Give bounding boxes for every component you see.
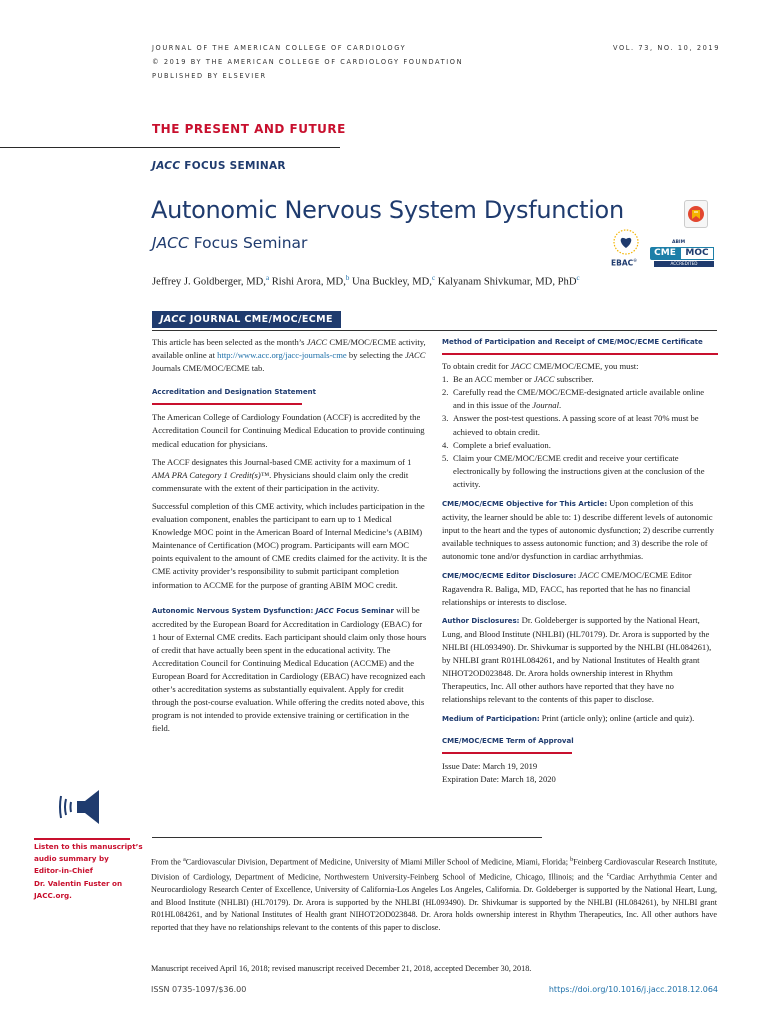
list-item: 1. Be an ACC member or JACC subscriber. <box>442 374 594 385</box>
author-affiliation-link[interactable]: b <box>345 274 350 282</box>
check-for-updates-icon[interactable] <box>684 200 708 228</box>
cme-label: CME <box>650 247 680 260</box>
method-steps <box>442 373 718 491</box>
paragraph: The ACCF designates this Journal-based CME activity for a maximum of 1 AMA PRA Category 1 Credit(s)™. Physicians should claim only the credit commensurate with the extent of their participation in the activity. <box>152 456 412 493</box>
issn: ISSN 0735-1097/$36.00 <box>151 985 247 994</box>
author-disclosures: Author Disclosures: Dr. Goldeberger is supported by the National Heart, Lung, and Blood Institute (NHLBI) (HL70179). Dr. Arora is supported by the NHLBI (HL093490). Dr. Shivkumar is supported by the NHLBI (HL084261), by NHLBI grant R01HL084261, and by National Institutes of Health grant NIHOT2OD023848. Dr. Arora holds ownership interest in Rhythm Therapeutics, Inc. All other authors have reported that they have no relationships relevant to the contents of this paper to disclose. <box>442 614 712 705</box>
seminar-label: JACC FOCUS SEMINAR <box>152 160 286 172</box>
term-heading: CME/MOC/ECME Term of Approval <box>442 736 574 745</box>
author-affiliation-link[interactable]: a <box>265 274 270 282</box>
ebac-badge <box>608 226 644 262</box>
author: Rishi Arora, MD, <box>271 276 346 288</box>
method-intro: To obtain credit for JACC CME/MOC/ECME, you must: <box>442 361 639 372</box>
moc-label: MOC <box>680 247 714 260</box>
list-item: 2. Carefully read the CME/MOC/ECME-designated article available online and in this issue of the Journal. <box>442 387 705 411</box>
list-item: 5. Claim your CME/MOC/ECME credit and receive your certificate electronically by following the instructions given at the conclusion of the activity. <box>442 452 705 489</box>
section-rule <box>0 147 340 148</box>
journal-name: JOURNAL OF THE AMERICAN COLLEGE OF CARDIOLOGY <box>152 44 407 52</box>
author-affiliation-link[interactable]: c <box>576 274 580 282</box>
copyright-line: © 2019 BY THE AMERICAN COLLEGE OF CARDIOLOGY FOUNDATION <box>152 58 464 66</box>
medium-paragraph: Medium of Participation: Print (article only); online (article and quiz). <box>442 713 695 724</box>
objective-paragraph: CME/MOC/ECME Objective for This Article: Upon completion of this activity, the learner should be able to: 1) describe different levels of autonomic input to the heart and the types of autonomic dysfunction; 2) describe currently available techniques to assess autonomic function; and 3) describe the role of autonomic tone and/or dysfunction in cardiac arrhythmias. <box>442 498 715 562</box>
footnote-rule <box>152 837 542 838</box>
author-affiliation-link[interactable]: c <box>431 274 436 282</box>
left-column <box>152 336 428 736</box>
paragraph: Autonomic Nervous System Dysfunction: JACC Focus Seminar will be accredited by the European Board for Accreditation in Cardiology (EBAC) for 1 hour of External CME credits. Each participant should claim only those hours of credit that have actually been spent in the educational activity. The Accreditation Council for Continuing Medical Education (ACCME) and the European Board for Accreditation in Cardiology (EBAC) have recognized each other’s accreditation systems as substantially equivalent. Apply for credit through the post-course evaluation. While offering the credits noted above, this program is not intended to provide extensive training or certification in the field. <box>152 604 427 734</box>
cme-link[interactable]: http://www.acc.org/jacc-journals-cme <box>217 350 347 361</box>
expiration-date: Expiration Date: March 18, 2020 <box>442 773 556 784</box>
abim-label: ABIM <box>672 240 686 245</box>
publisher-line: PUBLISHED BY ELSEVIER <box>152 72 267 80</box>
author: Una Buckley, MD, <box>352 276 432 288</box>
method-heading: Method of Participation and Receipt of CME/MOC/ECME Certificate <box>442 338 703 346</box>
intro-paragraph: This article has been selected as the month’s JACC CME/MOC/ECME activity, available online at http://www.acc.org/jacc-journals-cme by selecting the JACC Journals CME/MOC/ECME tab. <box>152 337 426 374</box>
paragraph: Successful completion of this CME activity, which includes participation in the evaluation component, enables the participant to earn up to 1 Medical Knowledge MOC point in the American Board of Internal Medicine’s (ABIM) Maintenance of Certification (MOC) program. Participants will earn MOC points equivalent to the amount of CME credits claimed for the activity. It is the CME activity provider’s responsibility to submit participant completion information to ACCME for the purpose of granting ABIM MOC credit. <box>152 500 428 590</box>
manuscript-dates: Manuscript received April 16, 2018; revised manuscript received December 21, 2018, accepted December 30, 2018. <box>151 964 532 973</box>
list-item: 4. Complete a brief evaluation. <box>442 439 551 450</box>
doi-link[interactable]: https://doi.org/10.1016/j.jacc.2018.12.064 <box>548 985 718 994</box>
audio-divider <box>34 838 130 840</box>
audio-summary-link[interactable]: Listen to this manuscript’s audio summary by Editor-in-Chief Dr. Valentin Fuster on JACC.org. <box>34 842 143 900</box>
volume-info: VOL. 73, NO. 10, 2019 <box>612 44 720 52</box>
accreditation-heading: Accreditation and Designation Statement <box>152 388 316 397</box>
author-list <box>152 274 580 288</box>
affiliations-footnote: From the $^a$Cardiovascular Division, Department of Medicine, University of Miami Miller School of Medicine, Miami, Florida; $^b$Feinberg Cardiovascular Research Institute, Division of Cardiology, Department of Medicine, Northwestern University-Feinberg School of Medicine, Chicago, Illinois; and the $^c$Cardiac Arrhythmia Center and Neurocardiology Research Center of Excellence, University of California-Los Angeles Los Angeles, California. Dr. Goldeberger is supported by the National Heart, Lung, and Blood Institute (NHLBI) (HL70179). Dr. Arora is supported by the NHLBI (HL093490). Dr. Shivkumar is supported by the NHLBI (HL084261), by NHLBI grant R01HL084261, and by National Institutes of Health grant NIHOT2OD023848. Dr. Arora holds ownership interest in Rhythm Therapeutics, Inc. All other authors have reported that they have no relationships relevant to the contents of this paper to disclose. <box>151 857 717 932</box>
ebac-label: EBAC® <box>611 258 638 268</box>
article-title: Autonomic Nervous System Dysfunction <box>151 196 624 224</box>
article-subtitle: JACC Focus Seminar <box>152 234 308 252</box>
cme-banner-rule <box>152 330 717 331</box>
paragraph: The American College of Cardiology Foundation (ACCF) is accredited by the Accreditation Council for Continuing Medical Education to provide continuing medical education for physicians. <box>152 412 425 449</box>
audio-speaker-icon[interactable] <box>58 786 108 828</box>
accredited-label: ACCREDITED <box>654 261 714 267</box>
heading-rule <box>442 353 718 355</box>
editor-disclosure: CME/MOC/ECME Editor Disclosure: JACC CME/MOC/ECME Editor Ragavendra R. Baliga, MD, FACC, has reported that he has no financial relationships or interests to disclose. <box>442 569 692 607</box>
list-item: 3. Answer the post-test questions. A passing score of at least 70% must be achieved to obtain credit. <box>442 413 699 437</box>
heading-rule <box>442 752 572 754</box>
heading-rule <box>152 403 302 405</box>
cme-banner: JACC JOURNAL CME/MOC/ECME <box>152 311 341 328</box>
issue-date: Issue Date: March 19, 2019 <box>442 760 538 771</box>
author: Jeffrey J. Goldberger, MD, <box>152 276 266 288</box>
right-column <box>442 336 718 786</box>
cme-moc-badge <box>650 240 714 268</box>
author: Kalyanam Shivkumar, MD, PhD <box>437 276 577 288</box>
section-label: THE PRESENT AND FUTURE <box>152 122 346 136</box>
